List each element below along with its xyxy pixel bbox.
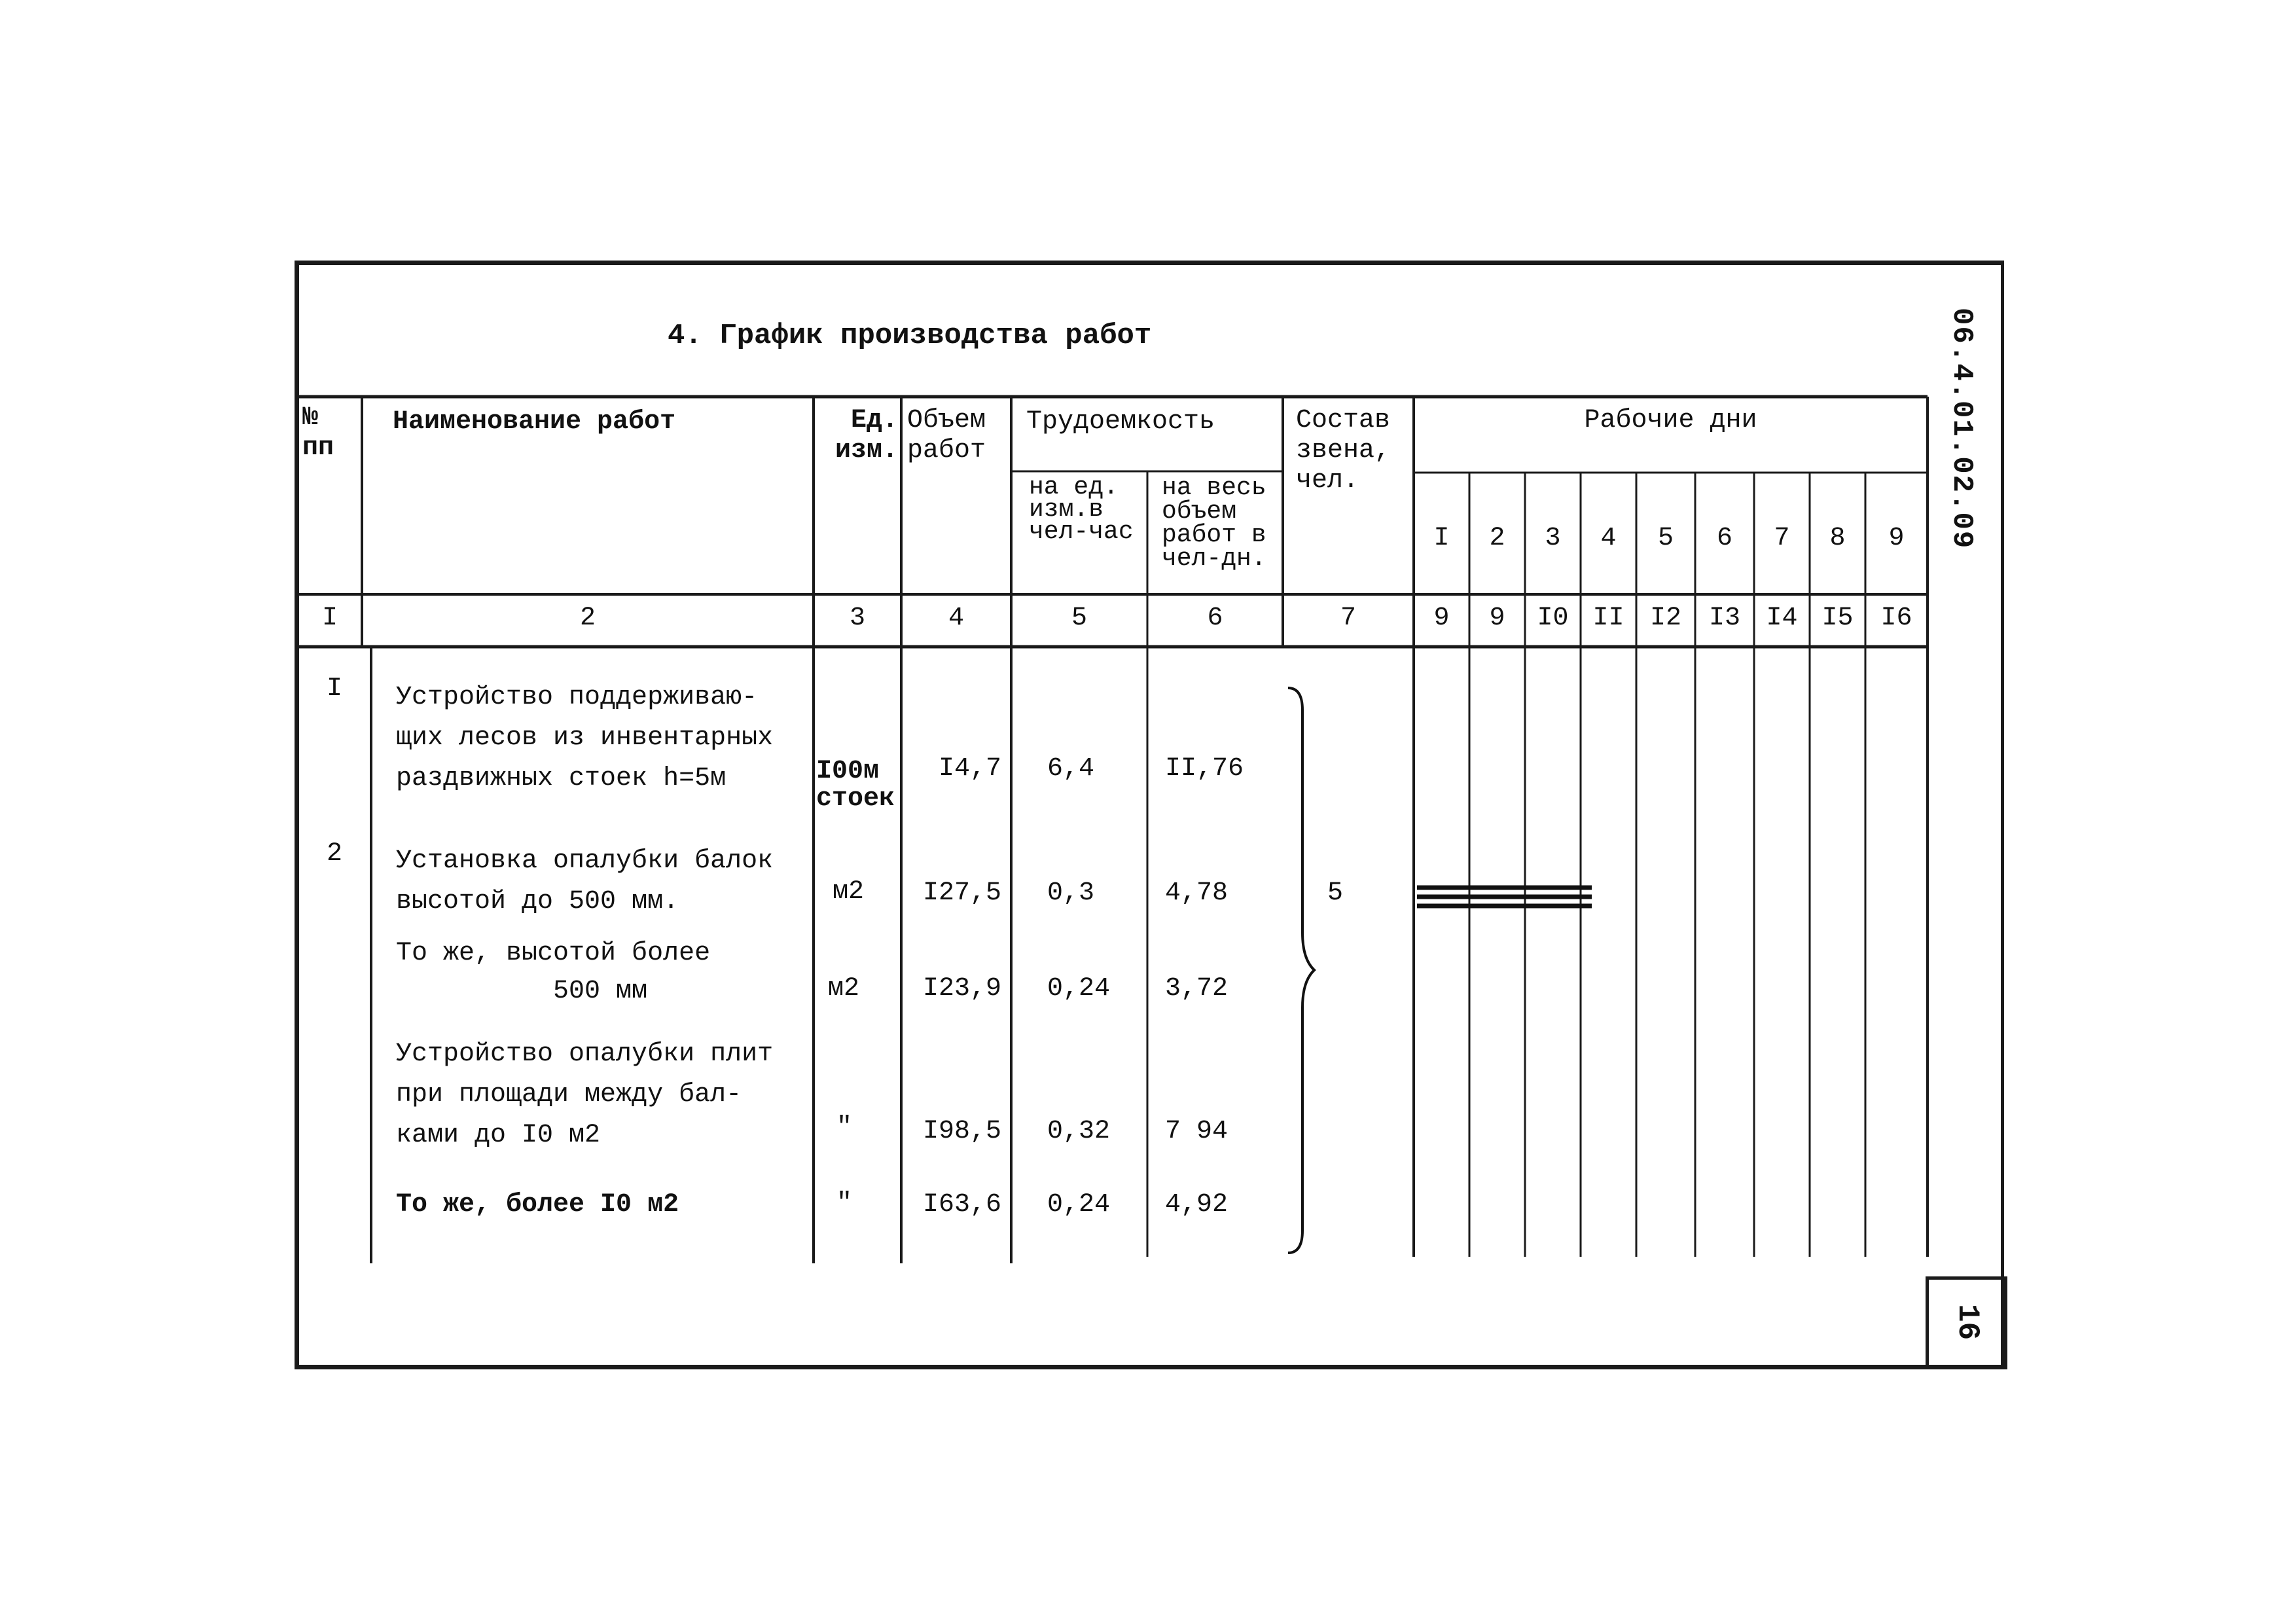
row-volume: I4,7 [938,754,1001,784]
day-number: 3 [1545,524,1561,553]
column-number: I3 [1708,604,1740,633]
row-unit: м2 [833,877,865,907]
page-number: 16 [1950,1304,1984,1341]
row-unit: м2 [828,974,860,1003]
row-labor-total: II,76 [1165,754,1244,784]
row-num: I [326,674,342,704]
row-name: То же, более I0 м2 [396,1190,679,1219]
column-number: 5 [1071,604,1087,633]
column-number: 9 [1489,604,1505,633]
row-labor-unit: 0,3 [1047,878,1095,908]
column-number: I5 [1821,604,1854,633]
gantt-bar [1417,888,1592,906]
row-labor-total: 4,92 [1165,1190,1229,1219]
row-labor-unit: 0,32 [1047,1117,1111,1146]
header-workdays: Рабочие дни [1584,406,1757,435]
header-volume: Объем работ [907,406,986,465]
crew-brace [1283,684,1322,1257]
column-number: 6 [1207,604,1223,633]
column-number: 3 [849,604,865,633]
day-number: 8 [1829,524,1846,553]
row-unit: " [836,1113,853,1142]
column-number: 4 [948,604,964,633]
column-number: 2 [579,604,596,633]
row-volume: I27,5 [922,878,1001,908]
column-number: I0 [1537,604,1569,633]
row-num: 2 [326,839,342,869]
header-labor: Трудоемкость [1026,407,1215,437]
row-volume: I23,9 [922,974,1001,1003]
column-number: I6 [1880,604,1912,633]
row-labor-total: 7 94 [1165,1117,1229,1146]
row-name: Установка опалубки балок высотой до 500 мм. [396,846,774,916]
day-number: 2 [1489,524,1505,553]
row-labor-unit: 6,4 [1047,754,1095,784]
row-labor-total: 4,78 [1165,878,1229,908]
day-number: 6 [1716,524,1732,553]
row-name: Устройство поддерживаю- щих лесов из инвентарных раздвижных стоек h=5м [396,683,774,793]
row-labor-unit: 0,24 [1047,1190,1111,1219]
header-unit: Ед. изм. [834,406,898,465]
row-name: Устройство опалубки плит при площади между бал- ками до I0 м2 [396,1039,774,1150]
row-volume: I63,6 [922,1190,1001,1219]
column-number: I [321,604,338,633]
day-number: 5 [1657,524,1674,553]
page-title: 4. График производства работ [668,319,1152,352]
row-unit: " [836,1189,853,1218]
header-labor-total: на весь объем работ в чел-дн. [1162,474,1266,573]
day-number: 4 [1600,524,1617,553]
column-number: 7 [1340,604,1356,633]
column-number: I2 [1649,604,1681,633]
day-number: 9 [1888,524,1905,553]
row-unit: I00м стоек [816,757,895,814]
crew-size: 5 [1327,878,1344,908]
day-number: I [1433,524,1450,553]
day-number: 7 [1774,524,1790,553]
header-labor-unit: на ед. изм.в чел-час [1029,473,1134,546]
header-num: № пп [302,403,334,463]
row-volume: I98,5 [922,1117,1001,1146]
row-name: То же, высотой более 500 мм [396,939,711,1006]
column-number: II [1592,604,1624,633]
header-name: Наименование работ [393,407,676,437]
document-code: 06.4.01.02.09 [1945,308,1978,550]
column-number: I4 [1766,604,1798,633]
row-labor-unit: 0,24 [1047,974,1111,1003]
row-labor-total: 3,72 [1165,974,1229,1003]
column-number: 9 [1433,604,1450,633]
header-crew: Состав звена, чел. [1296,406,1391,496]
